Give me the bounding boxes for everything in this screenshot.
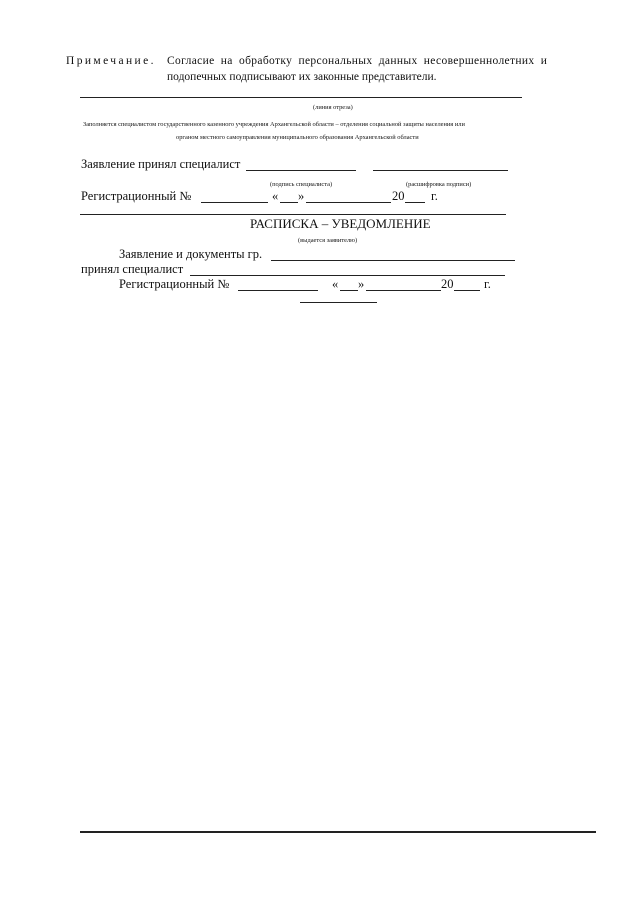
signature-field[interactable] <box>246 170 356 171</box>
closing-short-rule <box>300 302 377 303</box>
reg-number-label: Регистрационный № <box>81 189 192 203</box>
receipt-title: РАСПИСКА – УВЕДОМЛЕНИЕ <box>250 216 431 231</box>
receipt-specialist-field[interactable] <box>190 275 505 276</box>
documents-line-label: Заявление и документы гр. <box>119 247 263 261</box>
cut-line <box>80 97 522 98</box>
receipt-year-field[interactable] <box>454 290 480 291</box>
note-block <box>66 53 156 69</box>
quote-close: » <box>298 189 305 203</box>
decoding-caption: (расшифровка подписи) <box>406 181 472 188</box>
signature-decoding-field[interactable] <box>373 170 508 171</box>
month-field[interactable] <box>306 202 391 203</box>
receipt-subtitle: (выдается заявителю) <box>298 237 358 244</box>
reg-number-field[interactable] <box>201 202 268 203</box>
year-field[interactable] <box>405 202 425 203</box>
receipt-accepted-by-label: принял специалист <box>81 262 184 276</box>
filled-by-line-2: органом местного самоуправления муниципального образования Архангельской области <box>176 134 419 141</box>
applicant-name-field[interactable] <box>271 260 515 261</box>
receipt-year-prefix: 20 <box>441 277 454 291</box>
receipt-reg-number-label: Регистрационный № <box>119 277 230 291</box>
note-line-1: Согласие на обработку персональных данных несовершеннолетних и <box>167 55 548 67</box>
cut-line-label: (линия отреза) <box>313 104 353 111</box>
signature-caption: (подпись специалиста) <box>270 181 333 188</box>
year-suffix: г. <box>431 189 438 203</box>
receipt-reg-number-field[interactable] <box>238 290 318 291</box>
receipt-quote-close: » <box>358 277 365 291</box>
note-label: Примечание. <box>66 55 156 67</box>
year-prefix: 20 <box>392 189 405 203</box>
note-line-2: подопечных подписывают их законные представители. <box>167 71 437 83</box>
receipt-quote-open: « <box>332 277 339 291</box>
receipt-year-suffix: г. <box>484 277 491 291</box>
day-field[interactable] <box>280 202 298 203</box>
receipt-month-field[interactable] <box>366 290 441 291</box>
filled-by-line-1: Заполняется специалистом государственного казенного учреждения Архангельской области – отделения социальной защиты населения или <box>83 121 465 128</box>
section-divider <box>80 214 506 215</box>
quote-open: « <box>272 189 279 203</box>
footer-rule <box>80 831 596 833</box>
accepted-by-label: Заявление принял специалист <box>81 157 241 171</box>
receipt-day-field[interactable] <box>340 290 358 291</box>
